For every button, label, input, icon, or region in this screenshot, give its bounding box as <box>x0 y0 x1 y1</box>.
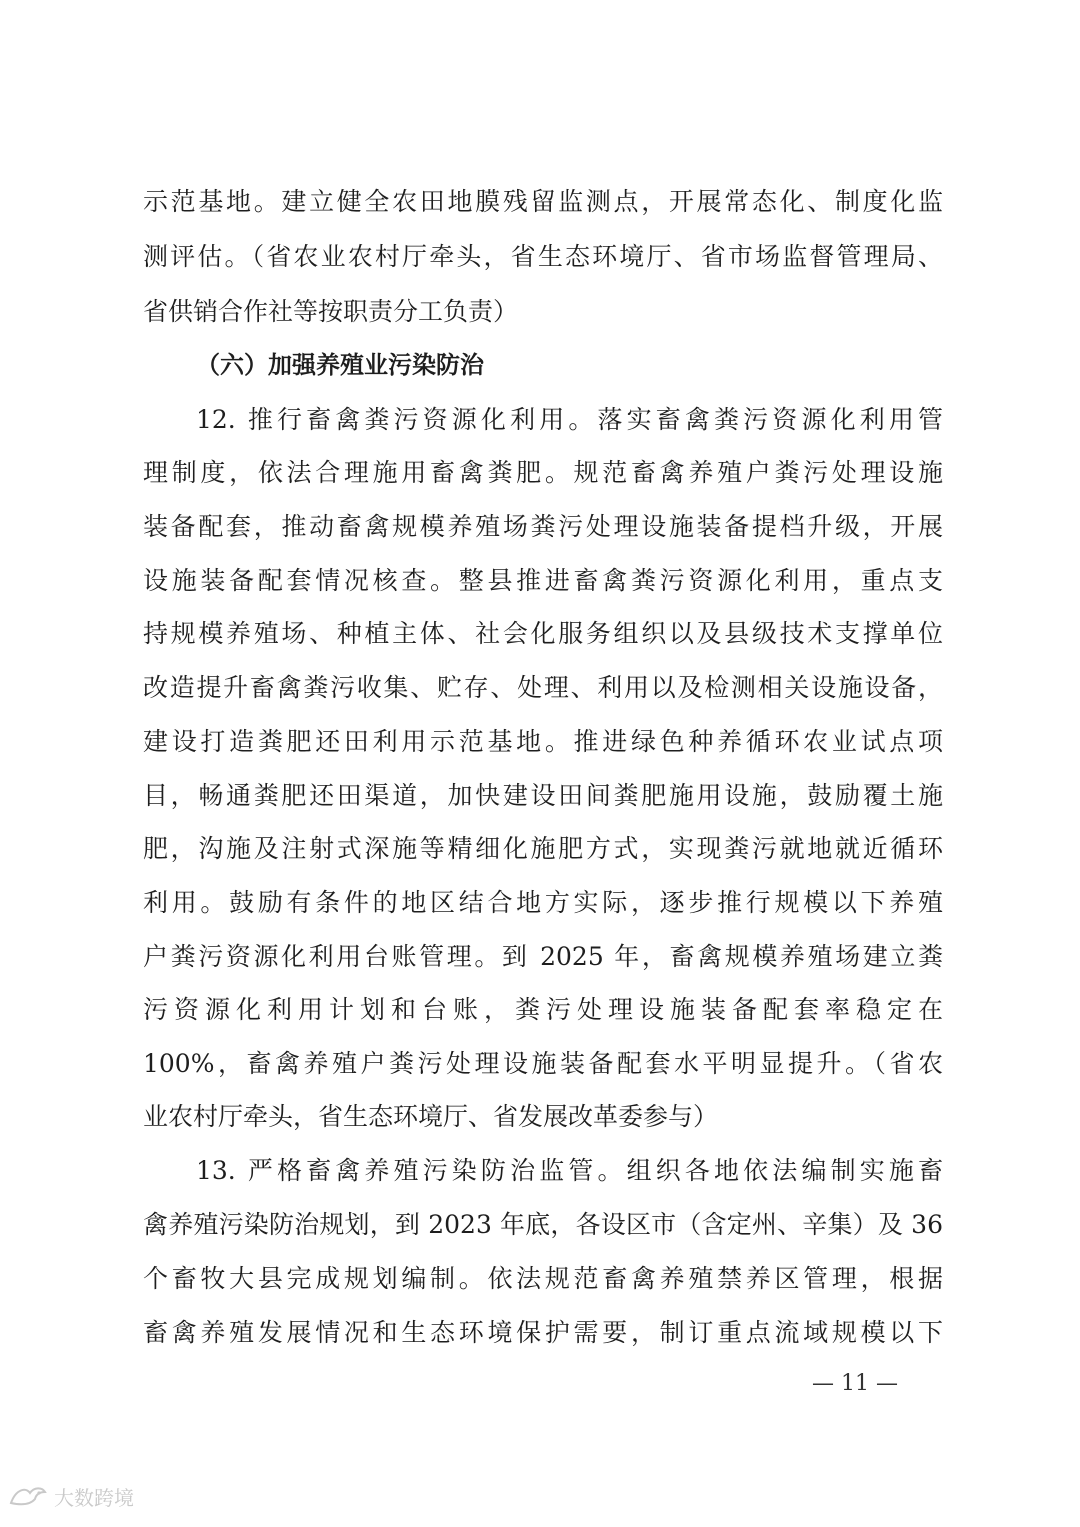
text-line: 业农村厅牵头，省生态环境厅、省发展改革委参与） <box>143 1102 719 1131</box>
text-line: 肥，沟施及注射式深施等精细化施肥方式，实现粪污就地就近循环 <box>143 834 943 863</box>
text-line: 户粪污资源化利用台账管理。到 2025 年，畜禽规模养殖场建立粪 <box>143 942 943 971</box>
text-line: 省供销合作社等按职责分工负责） <box>143 297 519 326</box>
text-line: 污资源化利用计划和台账，粪污处理设施装备配套率稳定在 <box>143 995 943 1024</box>
text-line: 持规模养殖场、种植主体、社会化服务组织以及县级技术支撑单位 <box>143 619 943 648</box>
text-line: 设施装备配套情况核查。整县推进畜禽粪污资源化利用，重点支 <box>143 566 943 595</box>
bird-logo-icon <box>8 1483 48 1509</box>
text-line: 示范基地。建立健全农田地膜残留监测点，开展常态化、制度化监 <box>143 187 943 216</box>
watermark <box>8 1478 134 1514</box>
text-line: 改造提升畜禽粪污收集、贮存、处理、利用以及检测相关设施设备， <box>143 673 943 702</box>
text-line: 测评估。（省农业农村厅牵头，省生态环境厅、省市场监督管理局、 <box>143 242 943 271</box>
page-number: — 11 — <box>812 1371 898 1396</box>
text-line: 利用。鼓励有条件的地区结合地方实际，逐步推行规模以下养殖 <box>143 888 943 917</box>
text-line: 12. 推行畜禽粪污资源化利用。落实畜禽粪污资源化利用管 <box>196 405 943 434</box>
section-heading: （六）加强养殖业污染防治 <box>196 351 484 379</box>
text-line: 个畜牧大县完成规划编制。依法规范畜禽养殖禁养区管理，根据 <box>143 1264 943 1293</box>
watermark-text: 大数跨境 <box>54 1485 134 1510</box>
text-line: 禽养殖污染防治规划，到 2023 年底，各设区市（含定州、辛集）及 36 <box>143 1210 943 1239</box>
text-line: 13. 严格畜禽养殖污染防治监管。组织各地依法编制实施畜 <box>196 1156 943 1185</box>
text-line: 建设打造粪肥还田利用示范基地。推进绿色种养循环农业试点项 <box>143 727 943 756</box>
text-line: 理制度，依法合理施用畜禽粪肥。规范畜禽养殖户粪污处理设施 <box>143 458 943 487</box>
text-line: 装备配套，推动畜禽规模养殖场粪污处理设施装备提档升级，开展 <box>143 512 943 541</box>
text-line: 目，畅通粪肥还田渠道，加快建设田间粪肥施用设施，鼓励覆土施 <box>143 781 943 810</box>
text-line: 畜禽养殖发展情况和生态环境保护需要，制订重点流域规模以下 <box>143 1318 943 1347</box>
text-line: 100%，畜禽养殖户粪污处理设施装备配套水平明显提升。（省农 <box>143 1049 943 1078</box>
